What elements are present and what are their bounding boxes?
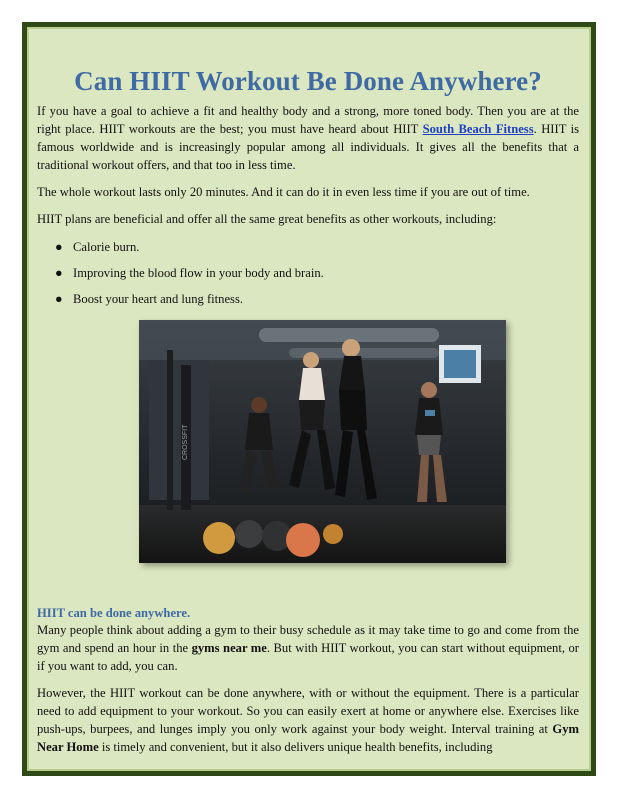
bullet-icon: ● bbox=[55, 266, 63, 280]
bullet-icon: ● bbox=[55, 240, 63, 254]
para5-text-1: However, the HIIT workout can be done anywhere, with or without the equipment. There is a particular need to add equipment to your workout. So you can easily exert at home or anywhere else. Exercises like push-ups, burpees, and lunges imply you only work against your body weight. Interval training at bbox=[37, 686, 579, 736]
paragraph-anywhere bbox=[37, 684, 579, 756]
list-item bbox=[37, 238, 579, 256]
gym-photo-illustration bbox=[139, 320, 506, 563]
gym-near-home-keyword: Gym Near Home bbox=[37, 722, 579, 754]
intro-paragraph bbox=[37, 102, 579, 174]
gyms-near-me-keyword: gyms near me bbox=[191, 641, 267, 655]
para4-text-1: Many people think about adding a gym to their busy schedule as it may take time to go and come from the gym and spend an hour in the bbox=[37, 623, 579, 655]
list-item bbox=[37, 290, 579, 308]
section-heading: HIIT can be done anywhere. bbox=[37, 606, 191, 620]
page-border bbox=[22, 22, 596, 776]
page-title: Can HIIT Workout Be Done Anywhere? bbox=[74, 66, 542, 96]
list-item-text: Calorie burn. bbox=[73, 240, 140, 254]
para5-text-2: is timely and convenient, but it also delivers unique health benefits, including bbox=[98, 740, 493, 754]
para4-text-2: . But with HIIT workout, you can start without equipment, or if you want to add, you can. bbox=[37, 641, 579, 673]
list-item-text: Boost your heart and lung fitness. bbox=[73, 292, 243, 306]
page-panel bbox=[27, 27, 591, 771]
gym-photo bbox=[139, 320, 506, 563]
document-content bbox=[37, 35, 579, 756]
benefits-list bbox=[37, 238, 579, 308]
bullet-icon: ● bbox=[55, 292, 63, 306]
paragraph-gym-schedule bbox=[37, 621, 579, 675]
south-beach-fitness-link[interactable]: South Beach Fitness bbox=[422, 122, 534, 136]
intro-text-2: . HIIT is famous worldwide and is increasingly popular among all individuals. It gives all the benefits that a traditional workout offers, and that too in less time. bbox=[37, 122, 579, 172]
list-item-text: Improving the blood flow in your body and brain. bbox=[73, 266, 324, 280]
crossfit-sign: CROSSFIT bbox=[182, 424, 189, 460]
paragraph-duration: The whole workout lasts only 20 minutes. And it can do it in even less time if you are out of time. bbox=[37, 185, 530, 199]
paragraph-benefits-intro: HIIT plans are beneficial and offer all the same great benefits as other workouts, including: bbox=[37, 212, 497, 226]
list-item bbox=[37, 264, 579, 282]
intro-text-1: If you have a goal to achieve a fit and healthy body and a strong, more toned body. Then you are at the right place. HIIT workouts are the best; you must have heard about HIIT bbox=[37, 104, 579, 136]
